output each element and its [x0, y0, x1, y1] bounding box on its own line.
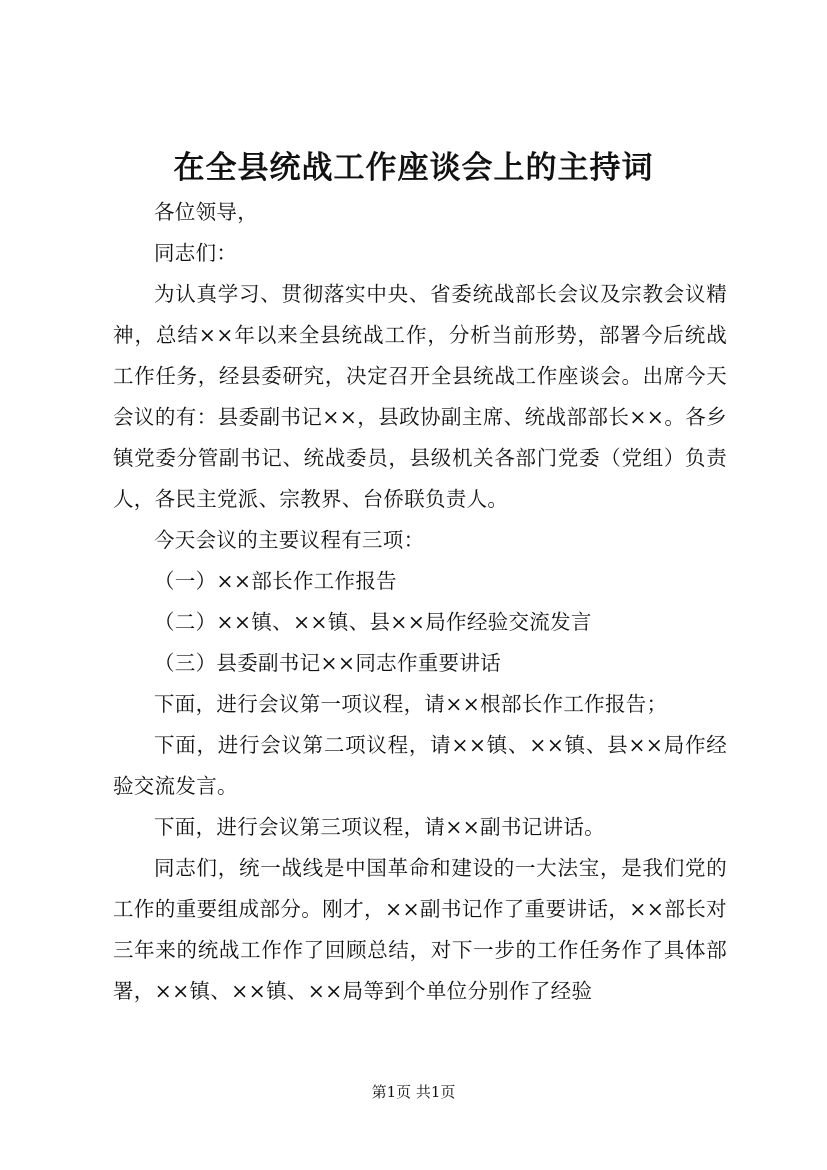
paragraph-agenda-step-1: 下面，进行会议第一项议程，请××根部长作工作报告；	[154, 692, 668, 716]
agenda-item-2: （二）××镇、××镇、县××局作经验交流发言	[154, 610, 592, 634]
agenda-item-1: （一）××部长作工作报告	[154, 569, 397, 593]
paragraph-introduction: 为认真学习、贯彻落实中央、省委统战部长会议及宗教会议精神，总结××年以来全县统战工作，分析当前形势，部署今后统战工作任务，经县委研究，决定召开全县统战工作座谈会。出席今天会议的有：县委副书记××，县政协副主席、统战部部长××。各乡镇党委分管副书记、统战委员，县级机关各部门党委（党组）负责人，各民主党派、宗教界、台侨联负责人。	[113, 282, 727, 511]
paragraph-agenda-step-3: 下面，进行会议第三项议程，请××副书记讲话。	[154, 815, 605, 839]
agenda-item-3: （三）县委副书记××同志作重要讲话	[154, 651, 501, 675]
paragraph-salutation-comrades: 同志们：	[154, 241, 238, 265]
paragraph-salutation-leaders: 各位领导，	[154, 200, 258, 224]
paragraph-closing-remarks: 同志们，统一战线是中国革命和建设的一大法宝，是我们党的工作的重要组成部分。刚才，××副书记作了重要讲话，××部长对三年来的统战工作作了回顾总结，对下一步的工作任务作了具体部署，××镇、××镇、××局等到个单位分别作了经验	[113, 856, 727, 1003]
paragraph-agenda-step-2: 下面，进行会议第二项议程，请××镇、××镇、县××局作经验交流发言。	[113, 733, 727, 798]
document-body	[113, 192, 727, 1012]
page-footer: 第1页 共1页	[371, 1083, 456, 1101]
paragraph-agenda-intro: 今天会议的主要议程有三项：	[154, 528, 425, 552]
document-title: 在全县统战工作座谈会上的主持词	[173, 150, 654, 186]
